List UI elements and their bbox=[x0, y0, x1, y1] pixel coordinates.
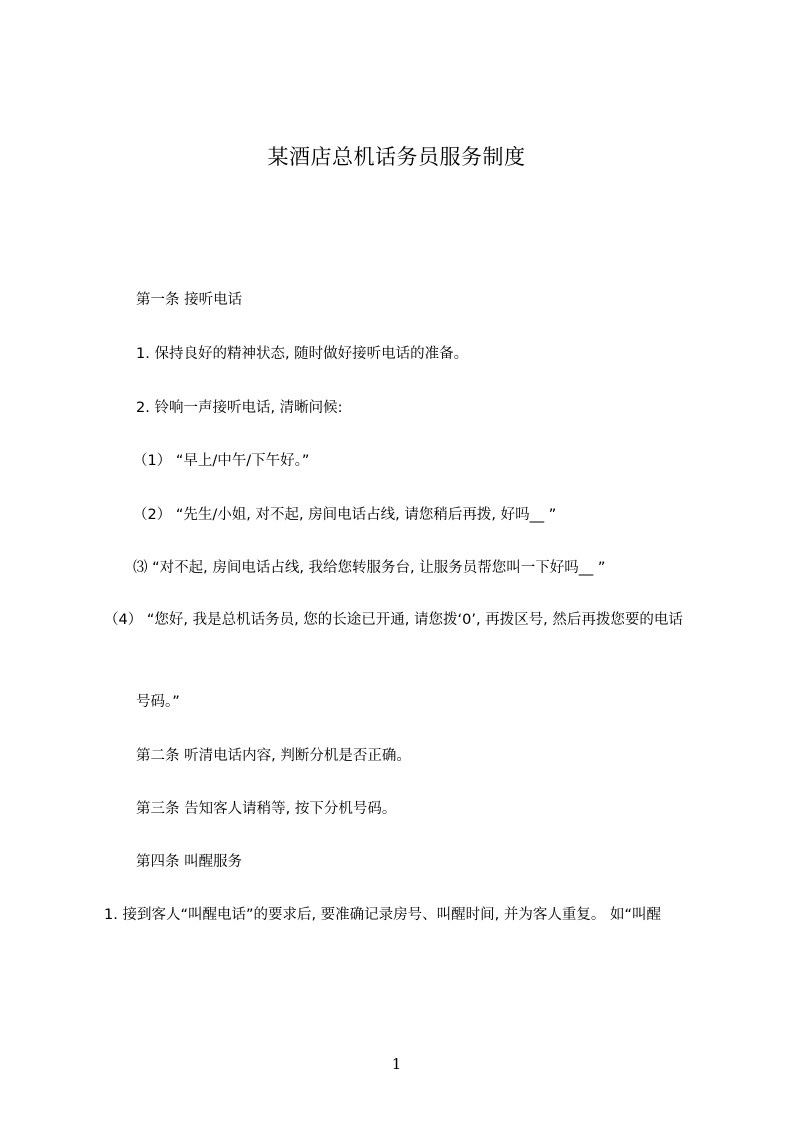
greeting-option-4-continued: 号码。” bbox=[136, 694, 180, 710]
document-title: 某酒店总机话务员服务制度 bbox=[267, 145, 526, 169]
paragraph-item-2: 2. 铃响一声接听电话, 清晰问候: bbox=[136, 400, 343, 416]
page-number: 1 bbox=[391, 1055, 402, 1073]
paragraph-item-1: 1. 保持良好的精神状态, 随时做好接听电话的准备。 bbox=[136, 346, 469, 362]
article-2-heading: 第二条 听清电话内容, 判断分机是否正确。 bbox=[136, 748, 411, 764]
greeting-option-2: （2） “先生/小姐, 对不起, 房间电话占线, 请您稍后再拨, 好吗__ ” bbox=[133, 507, 557, 523]
article-4-heading: 第四条 叫醒服务 bbox=[136, 854, 243, 870]
article-3-heading: 第三条 告知客人请稍等, 按下分机号码。 bbox=[136, 801, 397, 817]
wakeup-item-1: 1. 接到客人“叫醒电话”的要求后, 要准确记录房号、叫醒时间, 并为客人重复。 如“叫醒 bbox=[104, 907, 662, 923]
greeting-option-1: （1） “早上/中午/下午好。” bbox=[133, 453, 310, 469]
greeting-option-3: ⑶ “对不起, 房间电话占线, 我给您转服务台, 让服务员帮您叫一下好吗__ ” bbox=[133, 560, 606, 576]
greeting-option-4: （4） “您好, 我是总机话务员, 您的长途已开通, 请您拨‘0’, 再拨区号, 然后再拨您要的电话 bbox=[104, 612, 683, 628]
article-1-heading: 第一条 接听电话 bbox=[136, 292, 243, 308]
